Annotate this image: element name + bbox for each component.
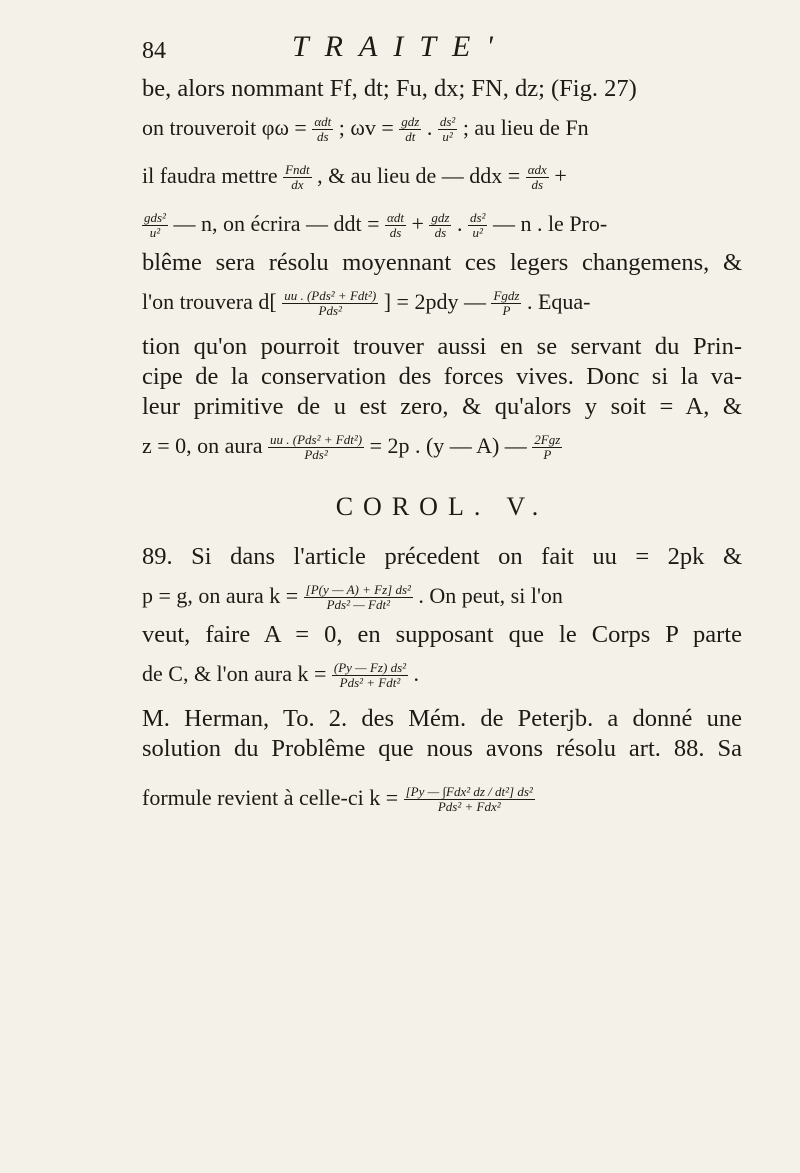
equation-line: de C, & l'on aura k = $\frac{\text{(Py — Fz) ds²}}{\text{Pds² + Fdt²}}$ . <box>142 660 420 691</box>
text-segment: ; au lieu de Fn <box>462 115 589 140</box>
numerator: uu . (Pds² + Fdt²) <box>284 288 377 304</box>
denominator: ds <box>531 177 544 193</box>
numerator: uu . (Pds² + Fdt²) <box>270 432 363 448</box>
fraction <box>283 163 312 192</box>
fraction <box>332 661 408 690</box>
fraction <box>526 163 549 192</box>
fraction <box>312 115 333 144</box>
denominator: ds <box>317 129 329 145</box>
equation-line: on trouveroit φω = $\frac{\text{αdt}}{ds}$ ; ωv = $\frac{\text{gdz}}{dt}$ . $\frac{\text{ds²}}{\text{u²}}$ ; au lieu de Fn <box>142 114 589 145</box>
fraction <box>282 289 378 318</box>
text-line: leur primitive de u est zero, & qu'alors y soit = A, & <box>142 393 742 420</box>
text-segment: — n, on écrira — ddt = <box>173 211 380 236</box>
fraction <box>468 211 487 240</box>
fraction <box>385 211 406 240</box>
numerator: gds² <box>144 210 166 226</box>
text-segment: . Equa- <box>526 289 591 314</box>
numerator: Fgdz <box>493 288 520 304</box>
denominator: Pds² <box>304 447 328 463</box>
fraction <box>404 785 535 814</box>
text-segment: . On peut, si l'on <box>418 583 563 608</box>
text-segment: il faudra mettre <box>142 163 278 188</box>
text-line: be, alors nommant Ff, dt; Fu, dx; FN, dz; (Fig. 27) <box>142 75 637 102</box>
text-line: cipe de la conservation des forces vives. Donc si la va- <box>142 363 742 390</box>
fraction <box>438 115 457 144</box>
denominator: u² <box>472 225 483 241</box>
text-segment: formule revient à celle-ci k = <box>142 785 399 810</box>
text-segment: , & au lieu de — ddx = <box>317 163 521 188</box>
equation-line <box>142 278 742 326</box>
denominator: Pds² + Fdt² <box>339 675 401 691</box>
denominator: u² <box>442 129 453 145</box>
running-title: TRAITE' <box>292 30 509 63</box>
page-body <box>142 74 742 822</box>
denominator: Pds² <box>318 303 342 319</box>
numerator: (Py — Fz) ds² <box>333 660 407 676</box>
fraction <box>491 289 521 318</box>
text-line: solution du Problême que nous avons résolu art. 88. Sa <box>142 735 742 762</box>
page-header <box>142 30 742 70</box>
text-segment: de C, & l'on aura k = <box>142 661 327 686</box>
denominator: u² <box>149 225 161 241</box>
fraction <box>142 211 168 240</box>
numerator: [P(y — A) + Fz] ds² <box>305 582 411 598</box>
equation-line <box>142 774 742 822</box>
numerator: αdt <box>314 114 332 130</box>
denominator: P <box>502 303 511 319</box>
numerator: Fndt <box>285 162 310 178</box>
denominator: dx <box>291 177 304 193</box>
fraction <box>429 211 451 240</box>
fraction <box>399 115 421 144</box>
numerator: ds² <box>469 210 486 226</box>
page-number: 84 <box>142 38 166 64</box>
denominator: dt <box>405 129 416 145</box>
numerator: αdt <box>387 210 404 226</box>
numerator: 2Fgz <box>534 432 561 448</box>
equation-line: il faudra mettre $\frac{\text{Fndt}}{dx}$ , & au lieu de — ddx = $\frac{\text{αdx}}{ds}$ + <box>142 162 567 193</box>
numerator: ds² <box>439 114 456 130</box>
denominator: Pds² + Fdx² <box>437 799 501 815</box>
text-segment: ] = 2pdy — <box>383 289 486 314</box>
denominator: ds <box>389 225 402 241</box>
text-segment: l'on trouvera d[ <box>142 289 277 314</box>
text-segment: ; ωv = <box>338 115 394 140</box>
equation-line <box>142 572 742 620</box>
numerator: gdz <box>401 114 420 130</box>
text-line: veut, faire A = 0, en supposant que le Corps P parte <box>142 621 742 648</box>
numerator: gdz <box>431 210 450 226</box>
fraction <box>532 433 562 462</box>
text-segment: p = g, on aura k = <box>142 583 299 608</box>
text-segment: = 2p . (y — A) — <box>369 433 527 458</box>
equation-line <box>142 422 742 470</box>
text-line: M. Herman, To. 2. des Mém. de Peterjb. a donné une <box>142 705 742 732</box>
text-line: blême sera résolu moyennant ces legers changemens, & <box>142 249 742 276</box>
text-line: 89. Si dans l'article précedent on fait uu = 2pk & <box>142 543 742 570</box>
numerator: [Py — ∫Fdx² dz / dt²] ds² <box>405 784 533 800</box>
denominator: P <box>543 447 552 463</box>
text-segment: on trouveroit φω = <box>142 115 307 140</box>
text-segment: — n . le Pro- <box>492 211 608 236</box>
section-heading: COROL. V. <box>335 492 549 521</box>
denominator: Pds² — Fdt² <box>326 597 390 613</box>
denominator: ds <box>434 225 447 241</box>
fraction <box>304 583 413 612</box>
fraction <box>268 433 364 462</box>
numerator: αdx <box>527 162 547 178</box>
equation-line: $\frac{\text{gds²}}{\text{u²}}$ — n, on écrira — ddt = $\frac{\text{αdt}}{ds}$ + $\frac{\text{gdz}}{ds}$ . $\frac{\text{ds²}}{\text{u²}}$ — n . le Pro- <box>144 210 608 241</box>
text-line: tion qu'on pourroit trouver aussi en se servant du Prin- <box>142 333 742 360</box>
text-segment: z = 0, on aura <box>142 433 263 458</box>
